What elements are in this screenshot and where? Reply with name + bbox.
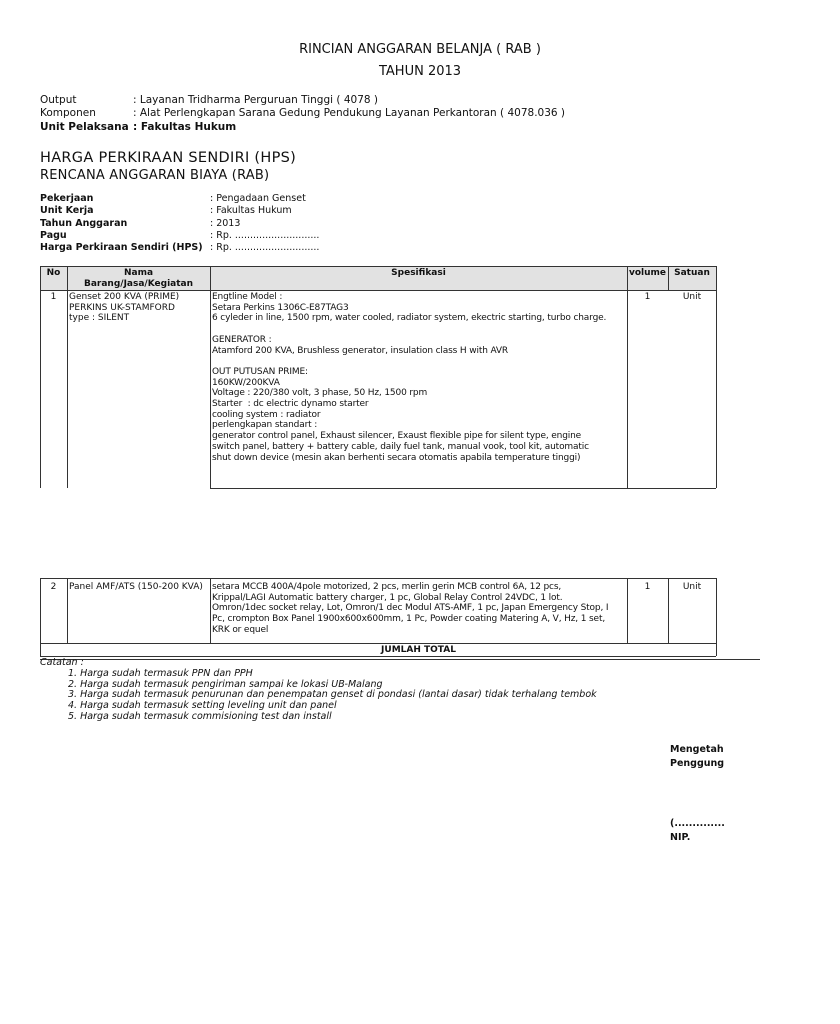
note-item: 3. Harga sudah termasuk penurunan dan penempatan genset di pondasi (lantai dasar) tidak terhalang tembok: [68, 689, 597, 701]
note-item: 5. Harga sudah termasuk commisioning test dan install: [68, 710, 332, 722]
row1-spesifikasi: Engtline Model : Setara Perkins 1306C-E87TAG3 6 cyleder in line, 1500 rpm, water cooled, radiator system, ekectric starting, turbo charge. GENERATOR : Atamford 200 KVA, Brushless generator, insulation class H with AVR OUT PUTUSAN PRIME: 160KW/200KVA Voltage : 220/380 volt, 3 phase, 50 Hz, 1500 rpm Starter : dc electric dynamo starter cooling system : radiator perlengkapan standart : generator control panel, Exhaust silencer, Exaust flexible pipe for silent type, engine switch panel, battery + battery cable, daily fuel tank, manual vook, tool kit, automatic shut down device (mesin akan berhenti secara otomatis apabila temperature tinggi): [212, 292, 607, 463]
meta-unit-kerja-value: : Fakultas Hukum: [210, 205, 292, 217]
notes-block: [40, 658, 680, 723]
info-output-value: : Layanan Tridharma Perguruan Tinggi ( 4078 ): [133, 94, 378, 106]
doc-title: RINCIAN ANGGARAN BELANJA ( RAB ): [299, 42, 541, 57]
meta-tahun-label: Tahun Anggaran: [40, 217, 128, 229]
row2-no: 2: [50, 582, 57, 592]
meta-hps-label: Harga Perkiraan Sendiri (HPS): [40, 242, 203, 254]
signature-line2: Penggung: [670, 758, 725, 769]
header-nama: Nama Barang/Jasa/Kegiatan: [83, 268, 194, 289]
info-unit-label: Unit Pelaksana: [40, 121, 129, 133]
header-no: No: [46, 268, 61, 278]
info-komponen-label: Komponen: [40, 107, 96, 119]
meta-pekerjaan-label: Pekerjaan: [40, 193, 94, 204]
meta-pagu-label: Pagu: [40, 229, 67, 241]
total-label: JUMLAH TOTAL: [381, 645, 456, 655]
signature-name-block: [670, 817, 725, 845]
row2-satuan: Unit: [682, 582, 702, 592]
info-output-label: Output: [40, 94, 77, 106]
meta-tahun-value: : 2013: [210, 217, 241, 229]
signature-nip: NIP.: [670, 832, 691, 843]
note-item: 1. Harga sudah termasuk PPN dan PPH: [68, 667, 253, 679]
signature-name: (..............: [670, 818, 725, 829]
row2-nama: Panel AMF/ATS (150-200 KVA): [69, 582, 203, 592]
signature-line1: Mengetah: [670, 744, 724, 755]
hps-title: HARGA PERKIRAAN SENDIRI (HPS): [40, 150, 297, 166]
meta-pagu-value: : Rp. ............................: [210, 229, 320, 241]
header-volume: volume: [628, 268, 667, 278]
meta-unit-kerja-label: Unit Kerja: [40, 205, 94, 217]
info-unit-value: : Fakultas Hukum: [133, 121, 237, 133]
notes-heading: Catatan :: [40, 657, 84, 668]
header-spesifikasi: Spesifikasi: [391, 268, 446, 278]
note-item: 2. Harga sudah termasuk pengiriman sampai ke lokasi UB-Malang: [68, 678, 383, 690]
row1-no: 1: [50, 292, 57, 302]
row2-volume: 1: [644, 582, 651, 592]
signature-title: [670, 743, 725, 771]
row1-satuan: Unit: [682, 292, 702, 302]
row1-nama: Genset 200 KVA (PRIME) PERKINS UK-STAMFORD type : SILENT: [69, 292, 180, 324]
rab-title: RENCANA ANGGARAN BIAYA (RAB): [40, 168, 270, 183]
meta-hps-value: : Rp. ............................: [210, 242, 320, 254]
meta-pekerjaan-value: : Pengadaan Genset: [210, 193, 306, 204]
info-komponen-value: : Alat Perlengkapan Sarana Gedung Pendukung Layanan Perkantoran ( 4078.036 ): [133, 107, 566, 119]
header-satuan: Satuan: [674, 268, 710, 278]
row2-spesifikasi: setara MCCB 400A/4pole motorized, 2 pcs, merlin gerin MCB control 6A, 12 pcs, Krippal/LAGI Automatic battery charger, 1 pc, Global Relay Control 24VDC, 1 lot. Omron/1dec socket relay, Lot, Omron/1 dec Modul ATS-AMF, 1 pc, Japan Emergency Stop, I Pc, crompton Box Panel 1900x600x600mm, 1 Pc, Powder coating Matering A, V, Hz, 1 set, KRK or equel: [212, 582, 609, 635]
note-item: 4. Harga sudah termasuk setting leveling unit dan panel: [68, 700, 337, 712]
doc-year: TAHUN 2013: [378, 64, 462, 79]
row1-volume: 1: [644, 292, 651, 302]
